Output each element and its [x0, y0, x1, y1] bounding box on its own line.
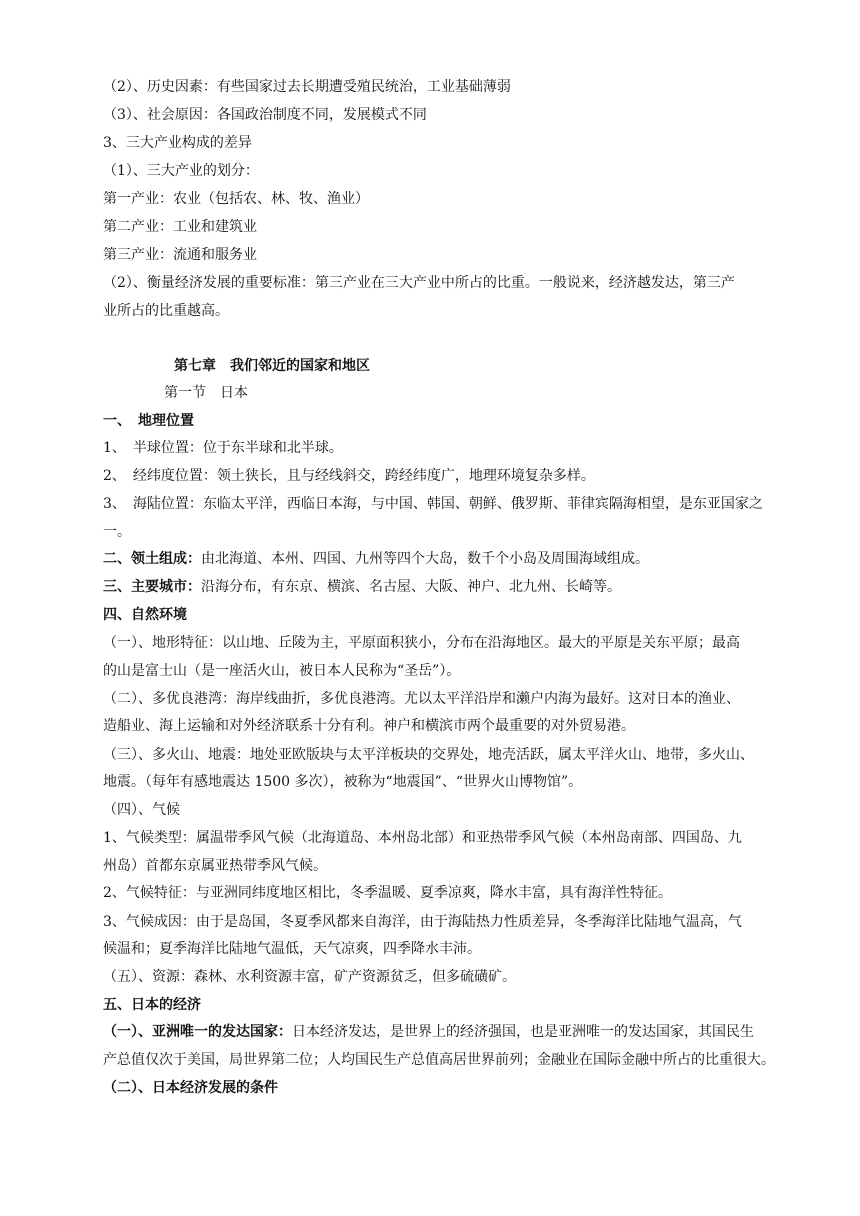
text-line: 第三产业：流通和服务业 [103, 247, 257, 263]
text-line: 2、气候特征：与亚洲同纬度地区相比，冬季温暖、夏季凉爽，降水丰富，具有海洋性特征。 [103, 885, 672, 901]
text-line: 州岛）首都东京属亚热带季风气候。 [103, 858, 327, 874]
section-title: 第一节 日本 [164, 385, 248, 401]
text-line: （一）、亚洲唯一的发达国家：日本经济发达，是世界上的经济强国，也是亚洲唯一的发达国家，其国民生 [103, 1024, 754, 1040]
heading: （二）、日本经济发展的条件 [103, 1080, 278, 1096]
text-line: （二）、多优良港湾：海岸线曲折，多优良港湾。尤以太平洋沿岸和濑户内海为最好。这对日本的渔业、 [103, 691, 740, 707]
text-line: （五）、资源：森林、水利资源丰富，矿产资源贫乏，但多硫磺矿。 [103, 969, 516, 985]
text-line: 3、三大产业构成的差异 [103, 135, 252, 151]
text-line: 地震。（每年有感地震达 1500 多次），被称为“地震国”、“世界火山博物馆”。 [103, 774, 583, 790]
text-line: 一。 [103, 524, 131, 540]
text-line: 产总值仅次于美国，局世界第二位；人均国民生产总值高居世界前列；金融业在国际金融中所占的比重很大。 [103, 1052, 775, 1068]
text-line: 2、 经纬度位置：领土狭长，且与经线斜交，跨经纬度广，地理环境复杂多样。 [103, 468, 595, 484]
chapter-title: 第七章 我们邻近的国家和地区 [174, 358, 370, 374]
text-line: 第一产业：农业（包括农、林、牧、渔业） [103, 191, 369, 207]
text-line: 业所占的比重越高。 [103, 303, 229, 319]
text-line: 造船业、海上运输和对外经济联系十分有利。神户和横滨市两个最重要的对外贸易港。 [103, 718, 635, 734]
text-line: （1）、三大产业的划分： [103, 163, 259, 179]
text-line: 1、 半球位置：位于东半球和北半球。 [103, 440, 343, 456]
text-line: （3）、社会原因：各国政治制度不同，发展模式不同 [103, 107, 427, 123]
text-line: （2）、历史因素：有些国家过去长期遭受殖民统治，工业基础薄弱 [103, 79, 511, 95]
heading: （一）、亚洲唯一的发达国家： [103, 1024, 292, 1040]
text-line: 三、主要城市：沿海分布，有东京、横滨、名古屋、大阪、神户、北九州、长崎等。 [103, 579, 621, 595]
text-line: 二、领土组成：由北海道、本州、四国、九州等四个大岛，数千个小岛及周围海域组成。 [103, 551, 649, 567]
heading: 三、主要城市： [103, 579, 201, 595]
text-line: （四）、气候 [103, 802, 180, 818]
heading: 四、自然环境 [103, 607, 187, 623]
heading: 一、 地理位置 [103, 413, 194, 429]
heading: 五、日本的经济 [103, 997, 201, 1013]
text-line: 1、气候类型：属温带季风气候（北海道岛、本州岛北部）和亚热带季风气候（本州岛南部、四国岛、九 [103, 830, 742, 846]
text-line: 3、气候成因：由于是岛国，冬夏季风都来自海洋，由于海陆热力性质差异，冬季海洋比陆地气温高，气 [103, 914, 742, 930]
text-line: （一）、地形特征：以山地、丘陵为主，平原面积狭小，分布在沿海地区。最大的平原是关东平原；最高 [103, 635, 740, 651]
heading: 二、领土组成： [103, 551, 201, 567]
text-line: （2）、衡量经济发展的重要标准：第三产业在三大产业中所占的比重。一般说来，经济越发达，第三产 [103, 275, 735, 291]
text-line: 候温和；夏季海洋比陆地气温低，天气凉爽，四季降水丰沛。 [103, 941, 481, 957]
text-line: 第二产业：工业和建筑业 [103, 219, 257, 235]
text-line: 3、 海陆位置：东临太平洋，西临日本海，与中国、韩国、朝鲜、俄罗斯、菲律宾隔海相望，是东亚国家之 [103, 496, 763, 512]
text-line: 的山是富士山（是一座活火山，被日本人民称为“圣岳”）。 [103, 663, 461, 679]
text-line: （三）、多火山、地震：地处亚欧版块与太平洋板块的交界处，地壳活跃，属太平洋火山、地带，多火山、 [103, 747, 754, 763]
